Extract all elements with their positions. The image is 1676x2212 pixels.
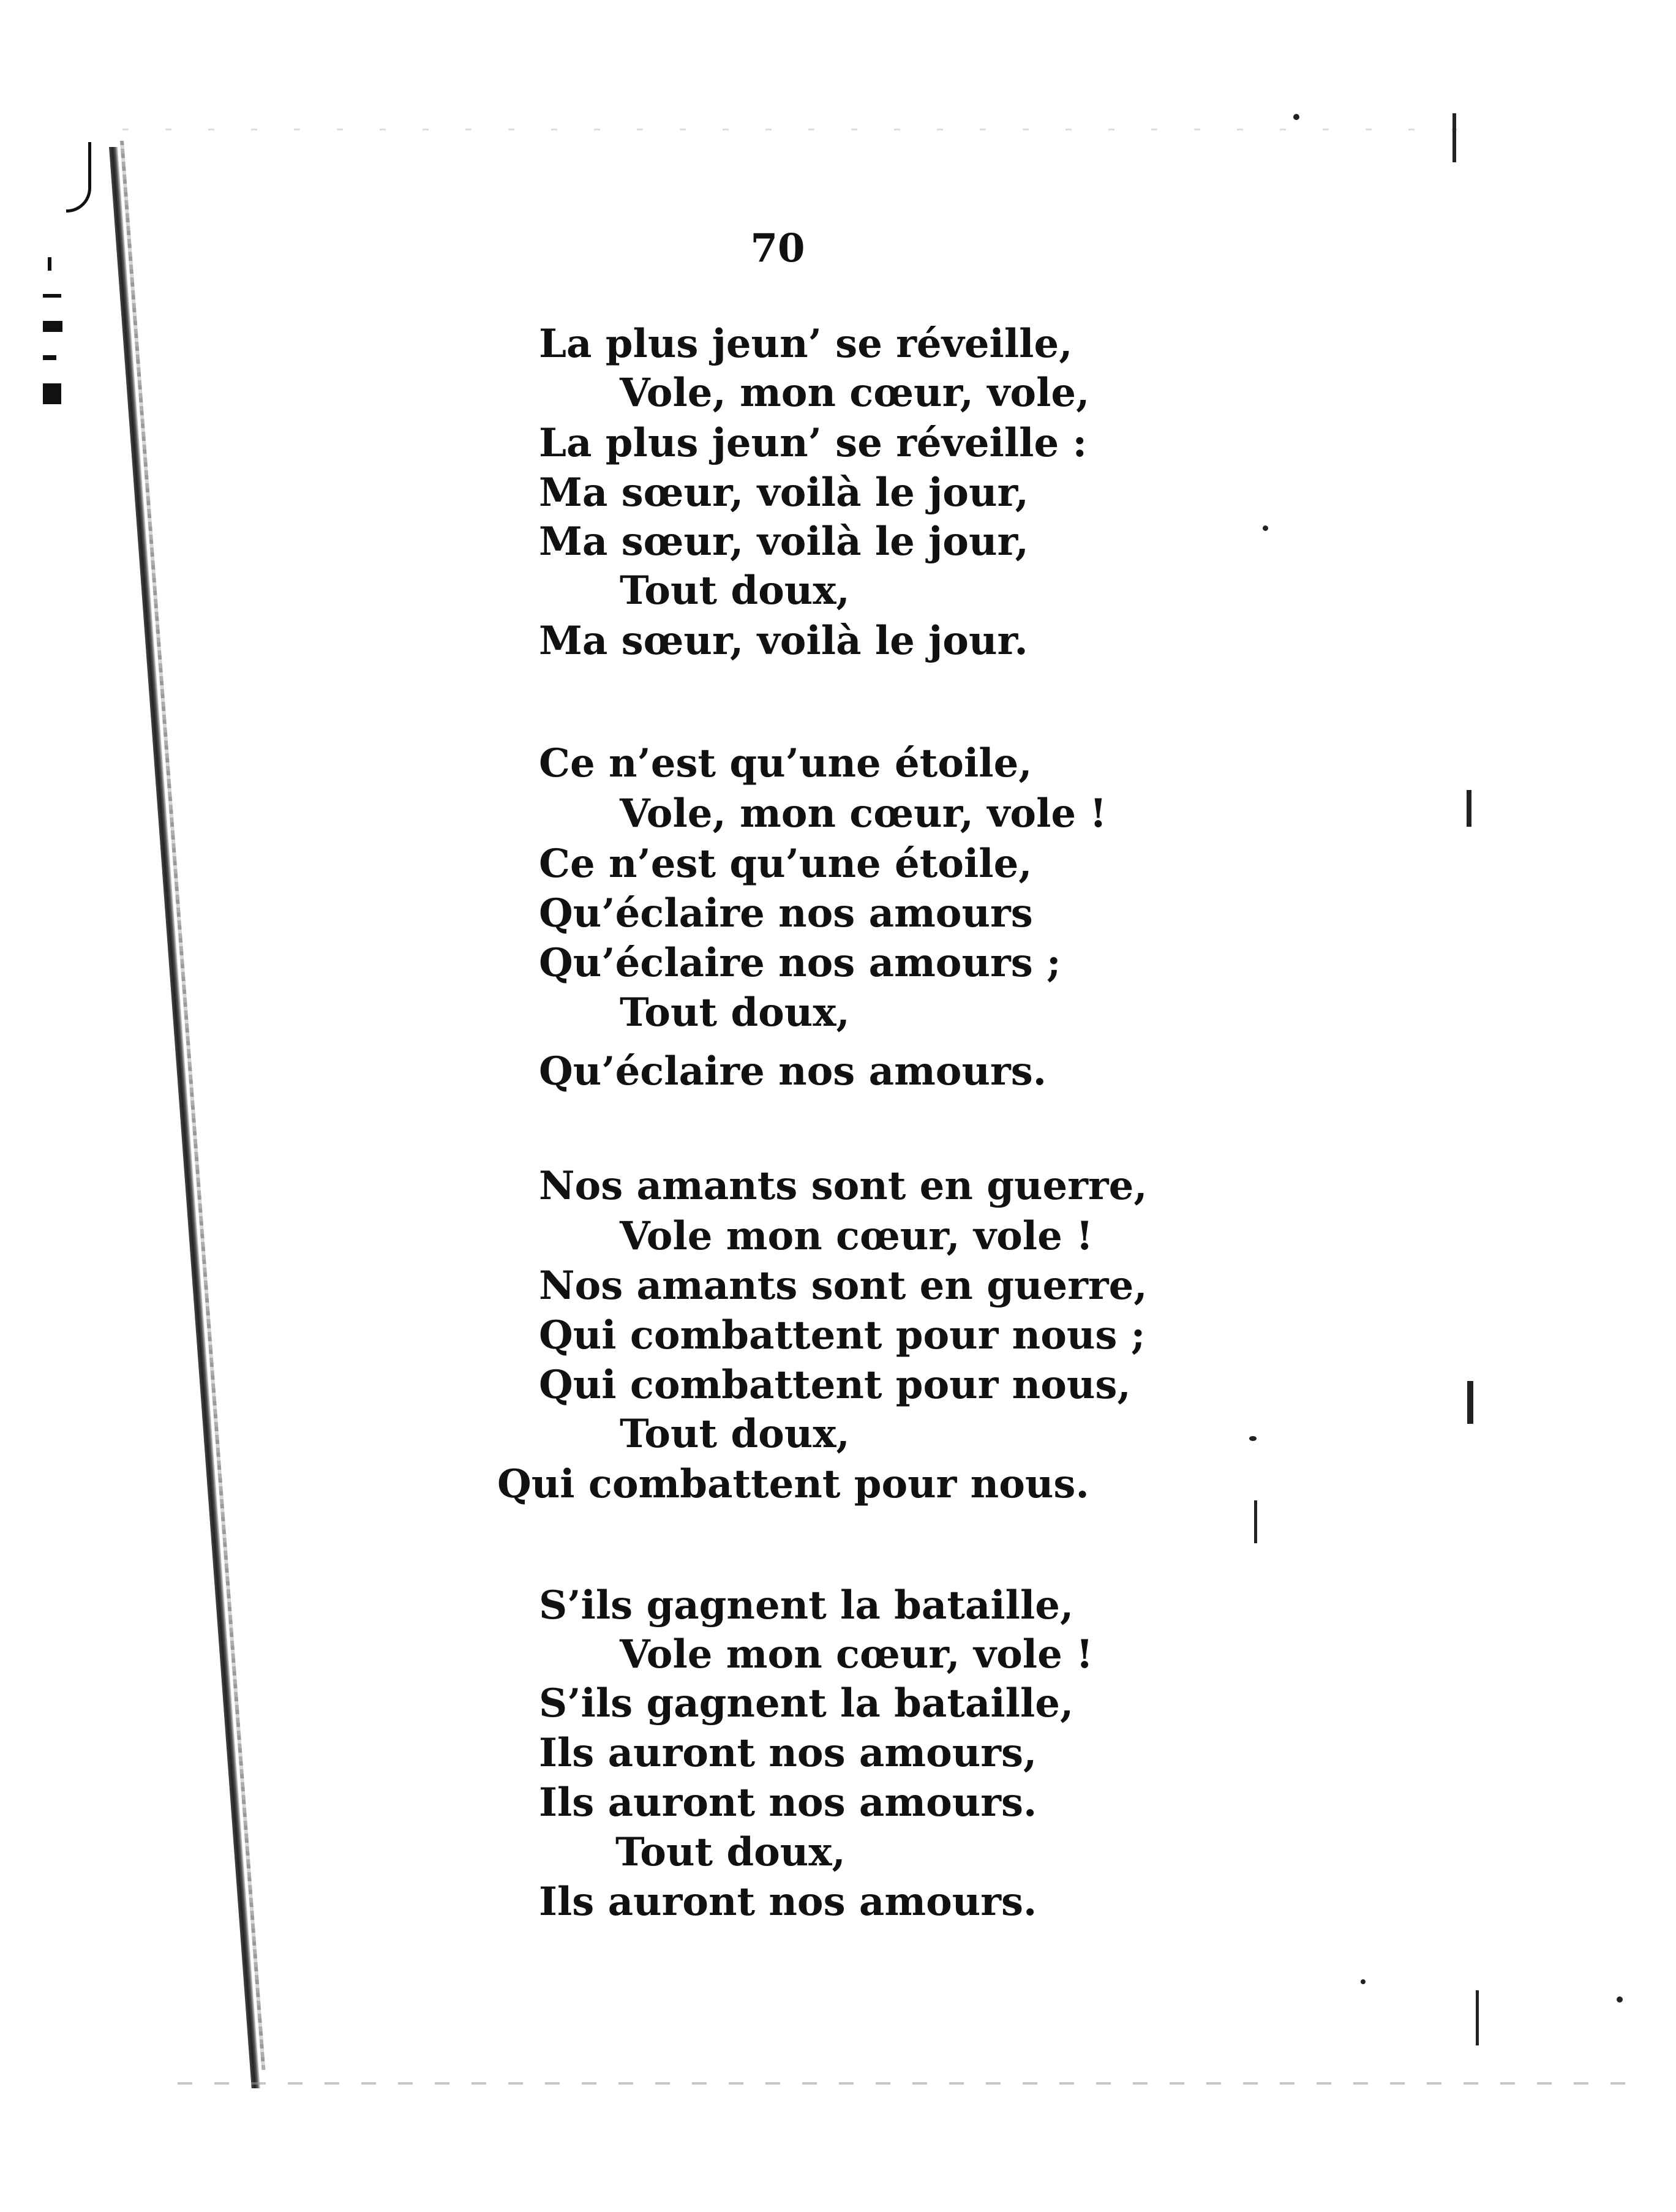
poem-line-refrain: Vole mon cœur, vole ! bbox=[620, 1213, 1094, 1259]
poem-line: Ma sœur, voilà le jour. bbox=[539, 618, 1028, 664]
tick-mark bbox=[43, 294, 61, 298]
margin-tick-marks bbox=[43, 257, 80, 427]
poem-line: La plus jeun’ se réveille, bbox=[539, 321, 1073, 367]
binding-edge-texture bbox=[120, 141, 265, 2070]
poem-line: Ils auront nos amours. bbox=[539, 1879, 1037, 1925]
poem-line: Qu’éclaire nos amours ; bbox=[539, 940, 1061, 986]
tick-mark bbox=[43, 321, 62, 332]
margin-bracket-mark bbox=[66, 142, 91, 213]
tick-mark bbox=[43, 383, 61, 404]
tick-mark bbox=[48, 257, 51, 271]
binding-edge bbox=[109, 147, 260, 2088]
tick-mark bbox=[43, 355, 56, 360]
poem-line: S’ils gagnent la bataille, bbox=[539, 1582, 1074, 1628]
poem-line-refrain: Vole mon cœur, vole ! bbox=[620, 1631, 1094, 1677]
poem-line-refrain: Tout doux, bbox=[615, 1829, 846, 1875]
poem-line: Ma sœur, voilà le jour, bbox=[539, 470, 1029, 516]
poem-line: Nos amants sont en guerre, bbox=[539, 1263, 1148, 1309]
right-margin-mark bbox=[1476, 1990, 1479, 2045]
poem-line: Nos amants sont en guerre, bbox=[539, 1163, 1148, 1209]
speck bbox=[1263, 525, 1268, 531]
poem-line: Qui combattent pour nous ; bbox=[539, 1312, 1146, 1358]
poem-line: Ce n’est qu’une étoile, bbox=[539, 841, 1032, 887]
poem-line: La plus jeun’ se réveille : bbox=[539, 420, 1088, 466]
poem-line-refrain: Vole, mon cœur, vole, bbox=[620, 370, 1090, 416]
poem-line: Qui combattent pour nous. bbox=[497, 1461, 1089, 1507]
speck bbox=[1293, 114, 1299, 120]
speck bbox=[1361, 1979, 1366, 1984]
right-margin-mark bbox=[1452, 113, 1456, 162]
poem-line: Ma sœur, voilà le jour, bbox=[539, 519, 1029, 565]
right-margin-mark bbox=[1467, 1381, 1473, 1424]
right-margin-mark bbox=[1254, 1500, 1257, 1543]
page-number: 70 bbox=[750, 225, 805, 271]
poem-line: Qui combattent pour nous, bbox=[539, 1362, 1131, 1408]
speck bbox=[1249, 1436, 1257, 1441]
bottom-page-edge bbox=[178, 2082, 1635, 2085]
top-page-edge bbox=[122, 129, 1470, 130]
poem-line: S’ils gagnent la bataille, bbox=[539, 1680, 1074, 1726]
right-margin-mark bbox=[1467, 790, 1471, 827]
poem-line: Ils auront nos amours. bbox=[539, 1780, 1037, 1826]
poem-line-refrain: Tout doux, bbox=[620, 990, 850, 1036]
poem-line-refrain: Vole, mon cœur, vole ! bbox=[620, 791, 1107, 837]
poem-line-refrain: Tout doux, bbox=[620, 568, 850, 614]
poem-line: Qu’éclaire nos amours bbox=[539, 890, 1033, 936]
poem-line: Ils auront nos amours, bbox=[539, 1730, 1037, 1776]
poem-line: Ce n’est qu’une étoile, bbox=[539, 740, 1032, 786]
poem-line-refrain: Tout doux, bbox=[620, 1411, 850, 1457]
poem-line: Qu’éclaire nos amours. bbox=[539, 1048, 1047, 1094]
speck bbox=[1617, 1996, 1623, 2003]
